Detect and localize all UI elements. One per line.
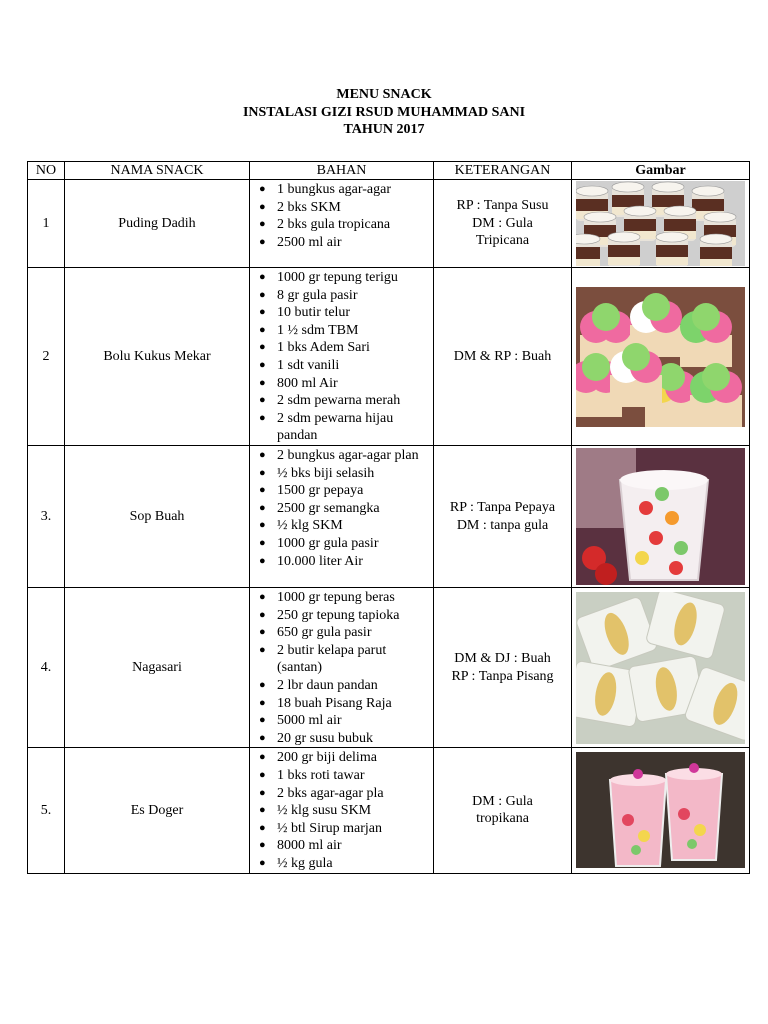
ingredient-item xyxy=(250,322,433,340)
ingredient-item xyxy=(250,287,433,305)
cell-gambar xyxy=(572,748,750,873)
bullet-icon: ● xyxy=(259,536,266,549)
table-header-row xyxy=(28,162,750,180)
ingredient-item xyxy=(250,642,433,677)
bullet-icon: ● xyxy=(259,466,266,479)
ingredient-item xyxy=(250,357,433,375)
bullet-icon: ● xyxy=(259,449,266,461)
bullet-icon: ● xyxy=(259,714,266,727)
ingredient-text: ½ kg gula xyxy=(277,855,333,871)
pudding-cups-photo xyxy=(576,181,745,266)
keterangan-line: tropikana xyxy=(476,811,529,827)
ingredient-text: 8000 ml air xyxy=(277,838,342,854)
bullet-icon: ● xyxy=(259,183,266,195)
ingredient-text: 2 butir kelapa parut (santan) xyxy=(277,642,387,676)
table-row xyxy=(28,748,750,873)
cell-keterangan xyxy=(434,588,572,748)
ingredient-list xyxy=(250,748,433,872)
ingredient-text: ½ klg SKM xyxy=(277,518,343,534)
keterangan-line: DM & DJ : Buah xyxy=(454,651,551,667)
bullet-icon: ● xyxy=(259,856,266,869)
bullet-icon: ● xyxy=(259,554,266,567)
ingredient-item xyxy=(250,855,433,873)
ingredient-text: 2 bks agar-agar pla xyxy=(277,785,384,801)
ingredient-item xyxy=(250,677,433,695)
ingredient-text: 2 lbr daun pandan xyxy=(277,677,378,693)
ingredient-text: 2 bks gula tropicana xyxy=(277,217,391,233)
ingredient-item xyxy=(250,767,433,785)
ingredient-item xyxy=(250,785,433,803)
bullet-icon: ● xyxy=(259,376,266,389)
ingredient-item xyxy=(250,749,433,767)
ingredient-text: 1000 gr tepung terigu xyxy=(277,270,398,285)
title-line: INSTALASI GIZI RSUD MUHAMMAD SANI xyxy=(242,104,526,120)
cell-keterangan xyxy=(434,446,572,588)
cell-keterangan xyxy=(434,268,572,446)
bullet-icon: ● xyxy=(259,608,266,621)
ingredient-item xyxy=(250,269,433,287)
ingredient-item xyxy=(250,410,433,445)
keterangan-line: Tripicana xyxy=(475,233,530,249)
bullet-icon: ● xyxy=(259,696,266,709)
ingredient-text: 1 sdt vanili xyxy=(277,357,340,373)
bullet-icon: ● xyxy=(259,519,266,532)
nagasari-cakes-photo xyxy=(576,592,745,744)
ingredient-item xyxy=(250,482,433,500)
ingredient-text: 2500 ml air xyxy=(277,234,342,250)
cell-gambar xyxy=(572,588,750,748)
cell-bahan xyxy=(250,446,434,588)
cell-keterangan xyxy=(434,748,572,873)
keterangan-line: DM : Gula xyxy=(472,215,533,231)
title-line: TAHUN 2017 xyxy=(343,122,425,137)
ingredient-list xyxy=(250,588,433,747)
ingredient-text: 20 gr susu bubuk xyxy=(277,730,374,746)
bullet-icon: ● xyxy=(259,731,266,744)
ingredient-item xyxy=(250,339,433,357)
ingredient-text: 2 bks SKM xyxy=(277,199,341,215)
es-doger-cups-photo xyxy=(576,752,745,868)
ingredient-item xyxy=(250,199,433,217)
ingredient-item xyxy=(250,820,433,838)
cell-gambar xyxy=(572,180,750,268)
header-bahan: BAHAN xyxy=(250,162,434,180)
bullet-icon: ● xyxy=(259,751,266,764)
cell-no: 2 xyxy=(28,268,65,446)
cell-no: 1 xyxy=(28,180,65,268)
cell-nama-snack: Es Doger xyxy=(65,748,250,873)
ingredient-text: 18 buah Pisang Raja xyxy=(277,695,392,711)
ingredient-item xyxy=(250,500,433,518)
ingredient-text: 5000 ml air xyxy=(277,713,342,729)
ingredient-list xyxy=(250,180,433,251)
ingredient-text: 2 sdm pewarna merah xyxy=(277,393,401,409)
bullet-icon: ● xyxy=(259,839,266,852)
bullet-icon: ● xyxy=(259,306,266,319)
cell-keterangan xyxy=(434,180,572,268)
bullet-icon: ● xyxy=(259,394,266,407)
ingredient-text: 8 gr gula pasir xyxy=(277,287,358,303)
ingredient-item xyxy=(250,695,433,713)
keterangan-line: DM : tanpa gula xyxy=(456,517,549,533)
ingredient-item xyxy=(250,392,433,410)
ingredient-text: 1 bks roti tawar xyxy=(277,767,365,783)
bullet-icon: ● xyxy=(259,501,266,514)
ingredient-text: ½ klg susu SKM xyxy=(277,803,372,819)
cell-no: 5. xyxy=(28,748,65,873)
ingredient-item xyxy=(250,553,433,571)
ingredient-text: 800 ml Air xyxy=(277,375,338,391)
ingredient-item xyxy=(250,802,433,820)
ingredient-item xyxy=(250,216,433,234)
ingredient-text: 250 gr tepung tapioka xyxy=(277,607,400,623)
bullet-icon: ● xyxy=(259,821,266,834)
bullet-icon: ● xyxy=(259,323,266,336)
ingredient-text: 2 sdm pewarna hijau pandan xyxy=(277,410,394,444)
bullet-icon: ● xyxy=(259,341,266,354)
bullet-icon: ● xyxy=(259,484,266,497)
steamed-cupcakes-photo xyxy=(576,287,745,427)
ingredient-item xyxy=(250,517,433,535)
keterangan-line: RP : Tanpa Pepaya xyxy=(449,500,556,515)
cell-nama-snack: Puding Dadih xyxy=(65,180,250,268)
ingredient-text: 1 bks Adem Sari xyxy=(277,340,370,356)
ingredient-text: 2500 gr semangka xyxy=(277,500,380,516)
ingredient-item xyxy=(250,304,433,322)
table-row xyxy=(28,588,750,748)
header-nama-snack: NAMA SNACK xyxy=(65,162,250,180)
bullet-icon: ● xyxy=(259,768,266,781)
title-line: MENU SNACK xyxy=(336,87,432,102)
ingredient-list xyxy=(250,446,433,570)
ingredient-item xyxy=(250,181,433,199)
ingredient-text: 1000 gr gula pasir xyxy=(277,535,379,551)
cell-bahan xyxy=(250,268,434,446)
cell-no: 4. xyxy=(28,588,65,748)
cell-gambar xyxy=(572,268,750,446)
cell-bahan xyxy=(250,748,434,873)
ingredient-item xyxy=(250,712,433,730)
ingredient-item xyxy=(250,837,433,855)
keterangan-line: RP : Tanpa Susu xyxy=(456,198,549,214)
ingredient-item xyxy=(250,447,433,465)
table-row xyxy=(28,446,750,588)
ingredient-item xyxy=(250,535,433,553)
ingredient-text: 200 gr biji delima xyxy=(277,750,377,766)
ingredient-text: 1 bungkus agar-agar xyxy=(277,182,392,197)
cell-bahan xyxy=(250,180,434,268)
ingredient-text: 2 bungkus agar-agar plan xyxy=(277,448,419,463)
ingredient-item xyxy=(250,234,433,252)
header-keterangan: KETERANGAN xyxy=(434,162,572,180)
snack-menu-table xyxy=(27,161,750,874)
table-row xyxy=(28,268,750,446)
keterangan-line: RP : Tanpa Pisang xyxy=(451,668,554,684)
ingredient-item xyxy=(250,375,433,393)
bullet-icon: ● xyxy=(259,288,266,301)
ingredient-text: 10.000 liter Air xyxy=(277,553,363,569)
ingredient-item xyxy=(250,607,433,625)
keterangan-line: DM : Gula xyxy=(472,793,533,809)
ingredient-item xyxy=(250,624,433,642)
ingredient-text: 1 ½ sdm TBM xyxy=(277,322,359,338)
bullet-icon: ● xyxy=(259,235,266,248)
ingredient-text: ½ btl Sirup marjan xyxy=(277,820,382,836)
bullet-icon: ● xyxy=(259,271,266,283)
keterangan-line: DM & RP : Buah xyxy=(453,348,552,364)
cell-no: 3. xyxy=(28,446,65,588)
bullet-icon: ● xyxy=(259,200,266,213)
document-title xyxy=(0,86,768,139)
ingredient-text: ½ bks biji selasih xyxy=(277,465,375,481)
bullet-icon: ● xyxy=(259,643,266,656)
ingredient-item xyxy=(250,730,433,748)
cell-nama-snack: Bolu Kukus Mekar xyxy=(65,268,250,446)
ingredient-text: 10 butir telur xyxy=(277,305,351,321)
cell-nama-snack: Sop Buah xyxy=(65,446,250,588)
bullet-icon: ● xyxy=(259,626,266,639)
header-no: NO xyxy=(28,162,65,180)
fruit-soup-glass-photo xyxy=(576,448,745,585)
ingredient-text: 650 gr gula pasir xyxy=(277,625,372,641)
bullet-icon: ● xyxy=(259,358,266,371)
bullet-icon: ● xyxy=(259,786,266,799)
ingredient-item xyxy=(250,465,433,483)
cell-bahan xyxy=(250,588,434,748)
bullet-icon: ● xyxy=(259,804,266,817)
bullet-icon: ● xyxy=(259,411,266,424)
bullet-icon: ● xyxy=(259,678,266,691)
ingredient-text: 1000 gr tepung beras xyxy=(277,590,395,605)
table-row xyxy=(28,180,750,268)
cell-nama-snack: Nagasari xyxy=(65,588,250,748)
ingredient-item xyxy=(250,589,433,607)
bullet-icon: ● xyxy=(259,218,266,231)
ingredient-text: 1500 gr pepaya xyxy=(277,483,364,499)
ingredient-list xyxy=(250,268,433,445)
bullet-icon: ● xyxy=(259,591,266,603)
header-gambar: Gambar xyxy=(572,162,750,180)
cell-gambar xyxy=(572,446,750,588)
